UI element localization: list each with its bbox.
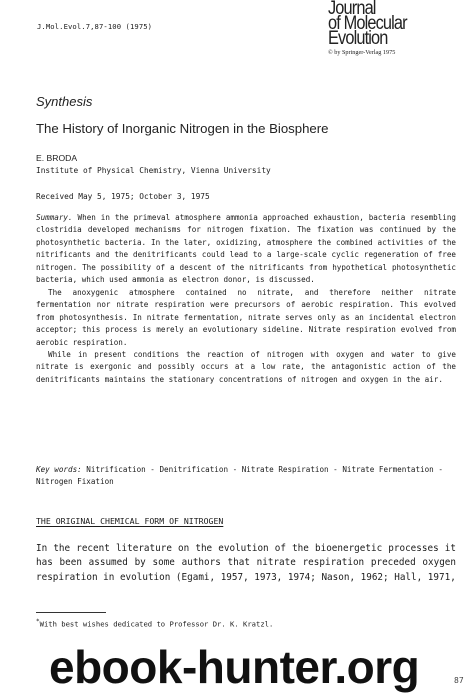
abstract-paragraph-2: The anoxygenic atmosphere contained no nitrate, and therefore neither nitrate fermentation nor nitrate respiration were precursors of aerobic respiration. This evolved from photosynthesis. In nitrate fermentation, nitrate serves only as an incidental electron acceptor; this process is merely an evolutionary sideline. Nitrate respiration evolved from aerobic respiration.: [36, 287, 456, 347]
body-paragraph: In the recent literature on the evolution of the bioenergetic processes it has been assumed by some authors that nitrate respiration preceded oxygen respiration in evolution (Egami, 1957, 1973, 1974; Nason, 1962; Hall, 1971,: [36, 543, 456, 583]
author-affiliation: Institute of Physical Chemistry, Vienna University: [36, 166, 271, 175]
journal-citation: J.Mol.Evol.7,87-100 (1975): [37, 22, 153, 31]
copyright-symbol: ©: [328, 49, 333, 56]
page-number: 87: [454, 676, 464, 685]
abstract-label: Summary.: [36, 213, 73, 222]
keywords-text: Nitrification - Denitrification - Nitrate Respiration - Nitrate Fermentation - Nitrogen Fixation: [36, 465, 443, 487]
abstract-paragraph-1: [36, 212, 456, 287]
section-heading: [36, 516, 223, 526]
author-name: E. BRODA: [36, 153, 78, 163]
footnote-text: With best wishes dedicated to Professor Dr. K. Kratzl.: [39, 619, 274, 629]
copyright-text: by Springer-Verlag 1975: [334, 49, 396, 56]
journal-logo-line-3: Evolution: [328, 28, 388, 49]
copyright-notice: [328, 49, 468, 56]
watermark: ebook-hunter.org: [49, 641, 420, 693]
article-title: The History of Inorganic Nitrogen in the Biosphere: [36, 121, 329, 136]
journal-logo: [328, 1, 468, 56]
footnote-rule: [36, 612, 106, 613]
journal-logo-line-1: Journal: [328, 0, 376, 19]
keywords-label: Key words:: [36, 465, 82, 474]
section-heading-text: THE ORIGINAL CHEMICAL FORM OF NITROGEN: [36, 516, 224, 526]
abstract: [36, 212, 456, 386]
abstract-paragraph-3: While in present conditions the reaction of nitrogen with oxygen and water to give nitrate is exergonic and possibly occurs at a low rate, the antagonistic action of the denitrificants maintains the stationary concentrations of nitrogen and oxygen in the air.: [36, 349, 456, 384]
received-dates: Received May 5, 1975; October 3, 1975: [36, 192, 210, 201]
footnote: [36, 618, 273, 628]
footnote-marker: *: [36, 618, 40, 625]
section-label: Synthesis: [36, 94, 93, 109]
abstract-text-1: When in the primeval atmosphere ammonia approached exhaustion, bacteria resembling clostridia developed mechanisms for nitrogen fixation. The fixation was continued by the photosynthetic bacteria. In the later, oxidizing, atmosphere the combined activities of the nitrificants and the denitrificants could lead to a large-scale cyclic regeneration of free nitrogen. The possibility of a descent of the nitrificants from hypothetical photosynthetic bacteria, which used ammonia as electron donor, is discussed.: [36, 213, 456, 285]
keywords: [36, 464, 456, 489]
journal-logo-line-2: of Molecular: [328, 13, 407, 34]
